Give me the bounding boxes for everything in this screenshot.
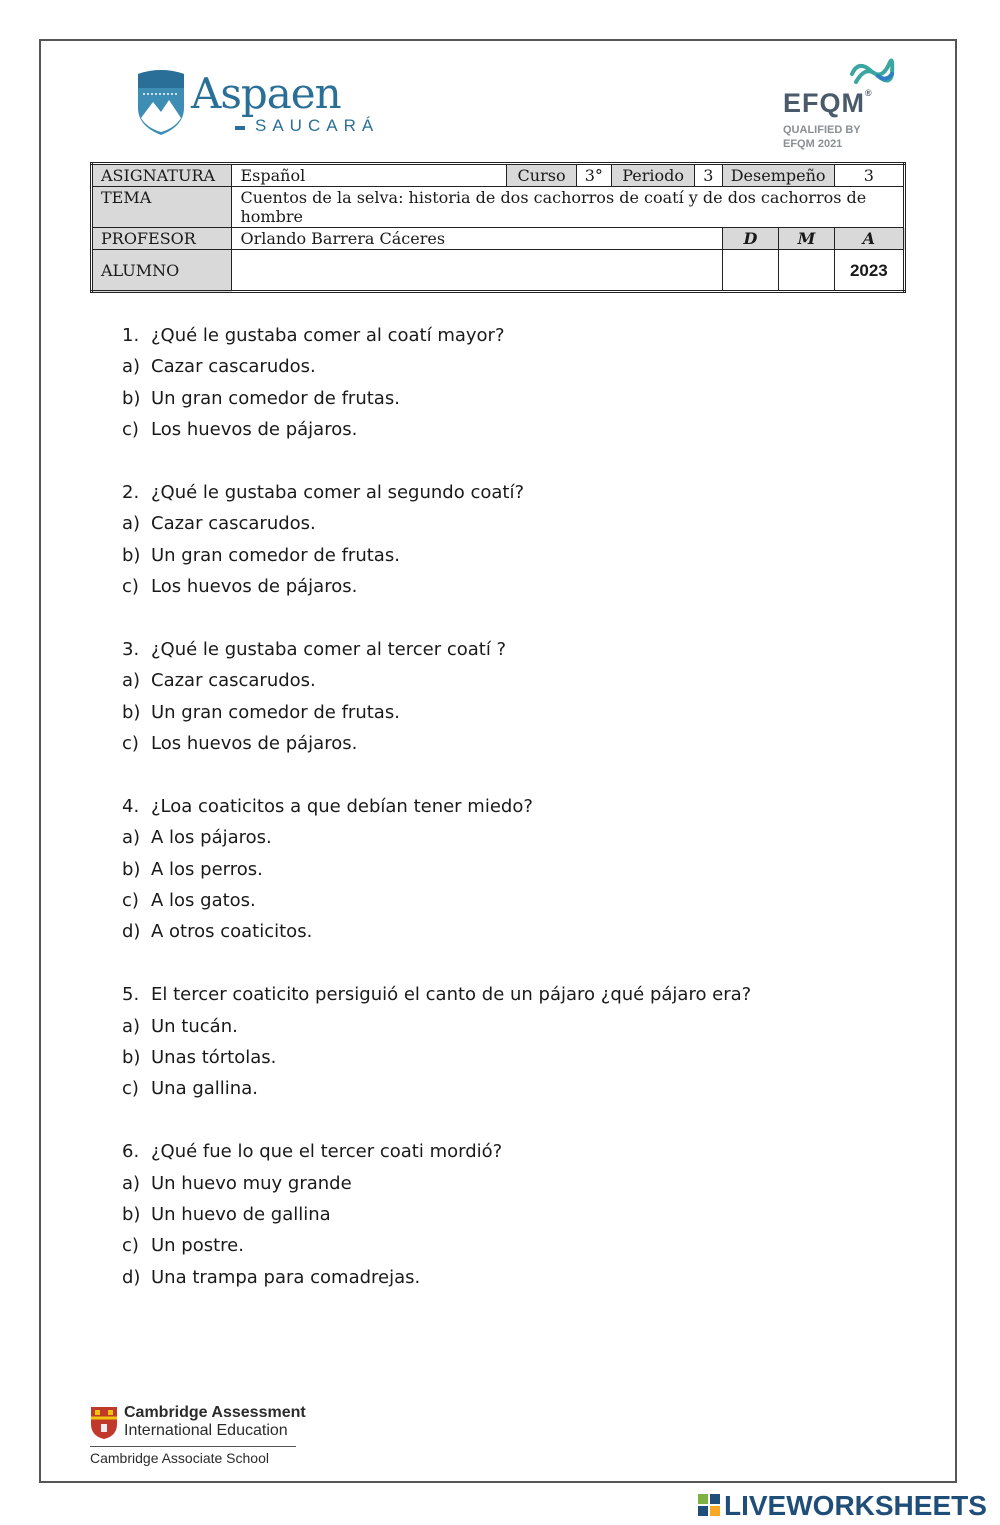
option-text: Unas tórtolas. [151, 1046, 277, 1068]
answer-option[interactable] [122, 854, 902, 885]
question-text: ¿Loa coaticitos a que debían tener miedo? [151, 795, 533, 817]
question-2 [122, 477, 902, 508]
question-number: 4. [122, 795, 140, 817]
year-value: 2023 [834, 250, 904, 292]
answer-option[interactable] [122, 351, 902, 382]
answer-option[interactable] [122, 1262, 902, 1293]
question-4 [122, 791, 902, 822]
option-text: Los huevos de pájaros. [151, 576, 358, 598]
performance-label: Desempeño [722, 164, 834, 187]
answer-option[interactable] [122, 1199, 902, 1230]
option-text: Cazar cascarudos. [151, 513, 316, 535]
answer-option[interactable] [122, 383, 902, 414]
subject-row [92, 164, 905, 187]
option-letter: b) [122, 1046, 141, 1068]
efqm-ribbon-icon [848, 52, 898, 88]
question-3 [122, 634, 902, 665]
option-letter: a) [122, 356, 141, 378]
option-text: Los huevos de pájaros. [151, 419, 358, 441]
logo-dash [235, 126, 245, 130]
option-text: A otros coaticitos. [151, 921, 313, 943]
option-letter: a) [122, 827, 141, 849]
answer-option[interactable] [122, 540, 902, 571]
liveworksheets-icon [698, 1494, 720, 1516]
answer-option[interactable] [122, 1042, 902, 1073]
school-campus: SAUCARÁ [255, 116, 380, 135]
aspaen-logo [135, 68, 395, 140]
answer-option[interactable] [122, 822, 902, 853]
question-spacer [122, 446, 902, 477]
answer-option[interactable] [122, 1168, 902, 1199]
teacher-value: Orlando Barrera Cáceres [232, 228, 722, 250]
question-spacer [122, 948, 902, 979]
teacher-label: PROFESOR [92, 228, 232, 250]
cambridge-line1: Cambridge Assessment [124, 1404, 306, 1421]
option-text: A los pájaros. [151, 827, 272, 849]
option-letter: b) [122, 701, 141, 723]
question-spacer [122, 603, 902, 634]
period-label: Periodo [611, 164, 694, 187]
answer-option[interactable] [122, 1230, 902, 1261]
question-list [122, 320, 902, 1293]
course-value: 3° [576, 164, 611, 187]
student-name-field[interactable] [232, 250, 722, 292]
answer-option[interactable] [122, 665, 902, 696]
option-text: Un gran comedor de frutas. [151, 544, 400, 566]
cambridge-line2: International Education [124, 1422, 288, 1439]
option-letter: b) [122, 387, 141, 409]
cambridge-crest-icon [90, 1406, 118, 1440]
date-year-label: A [834, 228, 904, 250]
option-text: Cazar cascarudos. [151, 670, 316, 692]
cambridge-logo [90, 1404, 320, 1472]
option-letter: c) [122, 576, 139, 598]
subject-value: Español [232, 164, 507, 187]
efqm-year-line: EFQM 2021 [783, 138, 843, 150]
option-letter: c) [122, 890, 139, 912]
option-text: Un gran comedor de frutas. [151, 701, 400, 723]
option-letter: c) [122, 1235, 139, 1257]
option-letter: a) [122, 1172, 141, 1194]
question-number: 1. [122, 325, 140, 346]
answer-option[interactable] [122, 697, 902, 728]
date-day-label: D [722, 228, 779, 250]
answer-option[interactable] [122, 571, 902, 602]
option-letter: d) [122, 1266, 141, 1288]
option-letter: c) [122, 733, 139, 755]
answer-option[interactable] [122, 885, 902, 916]
efqm-name [783, 88, 873, 119]
answer-option[interactable] [122, 1073, 902, 1104]
topic-row [92, 187, 905, 228]
teacher-row [92, 228, 905, 250]
mountain-shield-icon [135, 68, 187, 136]
cambridge-line3: Cambridge Associate School [90, 1450, 269, 1466]
question-number: 5. [122, 984, 140, 1006]
question-5 [122, 979, 902, 1010]
date-month-label: M [779, 228, 834, 250]
answer-option[interactable] [122, 414, 902, 445]
liveworksheets-text: LIVEWORKSHEETS [724, 1490, 987, 1521]
option-text: Un huevo de gallina [151, 1203, 331, 1225]
student-row [92, 250, 905, 292]
option-letter: a) [122, 670, 141, 692]
performance-value: 3 [834, 164, 904, 187]
option-text: Cazar cascarudos. [151, 356, 316, 378]
question-spacer [122, 759, 902, 790]
option-letter: a) [122, 513, 141, 535]
cambridge-divider [90, 1446, 296, 1447]
question-spacer [122, 1105, 902, 1136]
question-text: El tercer coaticito persiguió el canto de un pájaro ¿qué pájaro era? [151, 984, 752, 1006]
answer-option[interactable] [122, 1011, 902, 1042]
date-month-field[interactable] [779, 250, 834, 292]
option-text: A los perros. [151, 858, 263, 880]
period-value: 3 [695, 164, 722, 187]
question-number: 6. [122, 1141, 140, 1163]
school-name: Aspaen [191, 69, 341, 118]
topic-label: TEMA [92, 187, 232, 228]
option-text: Un tucán. [151, 1015, 238, 1037]
answer-option[interactable] [122, 728, 902, 759]
option-letter: a) [122, 1015, 141, 1037]
option-letter: b) [122, 858, 141, 880]
efqm-qualified-line: QUALIFIED BY [783, 124, 861, 136]
question-text: ¿Qué fue lo que el tercer coati mordió? [151, 1141, 503, 1163]
date-day-field[interactable] [722, 250, 779, 292]
option-text: Un huevo muy grande [151, 1172, 352, 1194]
student-label: ALUMNO [92, 250, 232, 292]
question-text: ¿Qué le gustaba comer al coatí mayor? [151, 325, 505, 346]
option-letter: c) [122, 1078, 139, 1100]
option-text: A los gatos. [151, 890, 256, 912]
question-1 [122, 320, 902, 351]
answer-option[interactable] [122, 916, 902, 947]
option-text: Los huevos de pájaros. [151, 733, 358, 755]
subject-label: ASIGNATURA [92, 164, 232, 187]
efqm-logo [780, 52, 910, 157]
info-table [90, 162, 906, 293]
question-text: ¿Qué le gustaba comer al tercer coatí ? [151, 638, 507, 660]
course-label: Curso [507, 164, 576, 187]
efqm-trademark: ® [865, 88, 873, 98]
question-number: 2. [122, 481, 140, 503]
option-letter: d) [122, 921, 141, 943]
answer-option[interactable] [122, 508, 902, 539]
question-number: 3. [122, 638, 140, 660]
option-text: Una gallina. [151, 1078, 258, 1100]
option-text: Un postre. [151, 1235, 244, 1257]
option-letter: b) [122, 1203, 141, 1225]
topic-value: Cuentos de la selva: historia de dos cachorros de coatí y de dos cachorros de hombre [232, 187, 905, 228]
option-text: Una trampa para comadrejas. [151, 1266, 421, 1288]
question-text: ¿Qué le gustaba comer al segundo coatí? [151, 481, 524, 503]
option-text: Un gran comedor de frutas. [151, 387, 400, 409]
question-6 [122, 1136, 902, 1167]
efqm-name-text: EFQM [783, 88, 865, 118]
option-letter: b) [122, 544, 141, 566]
option-letter: c) [122, 419, 139, 441]
